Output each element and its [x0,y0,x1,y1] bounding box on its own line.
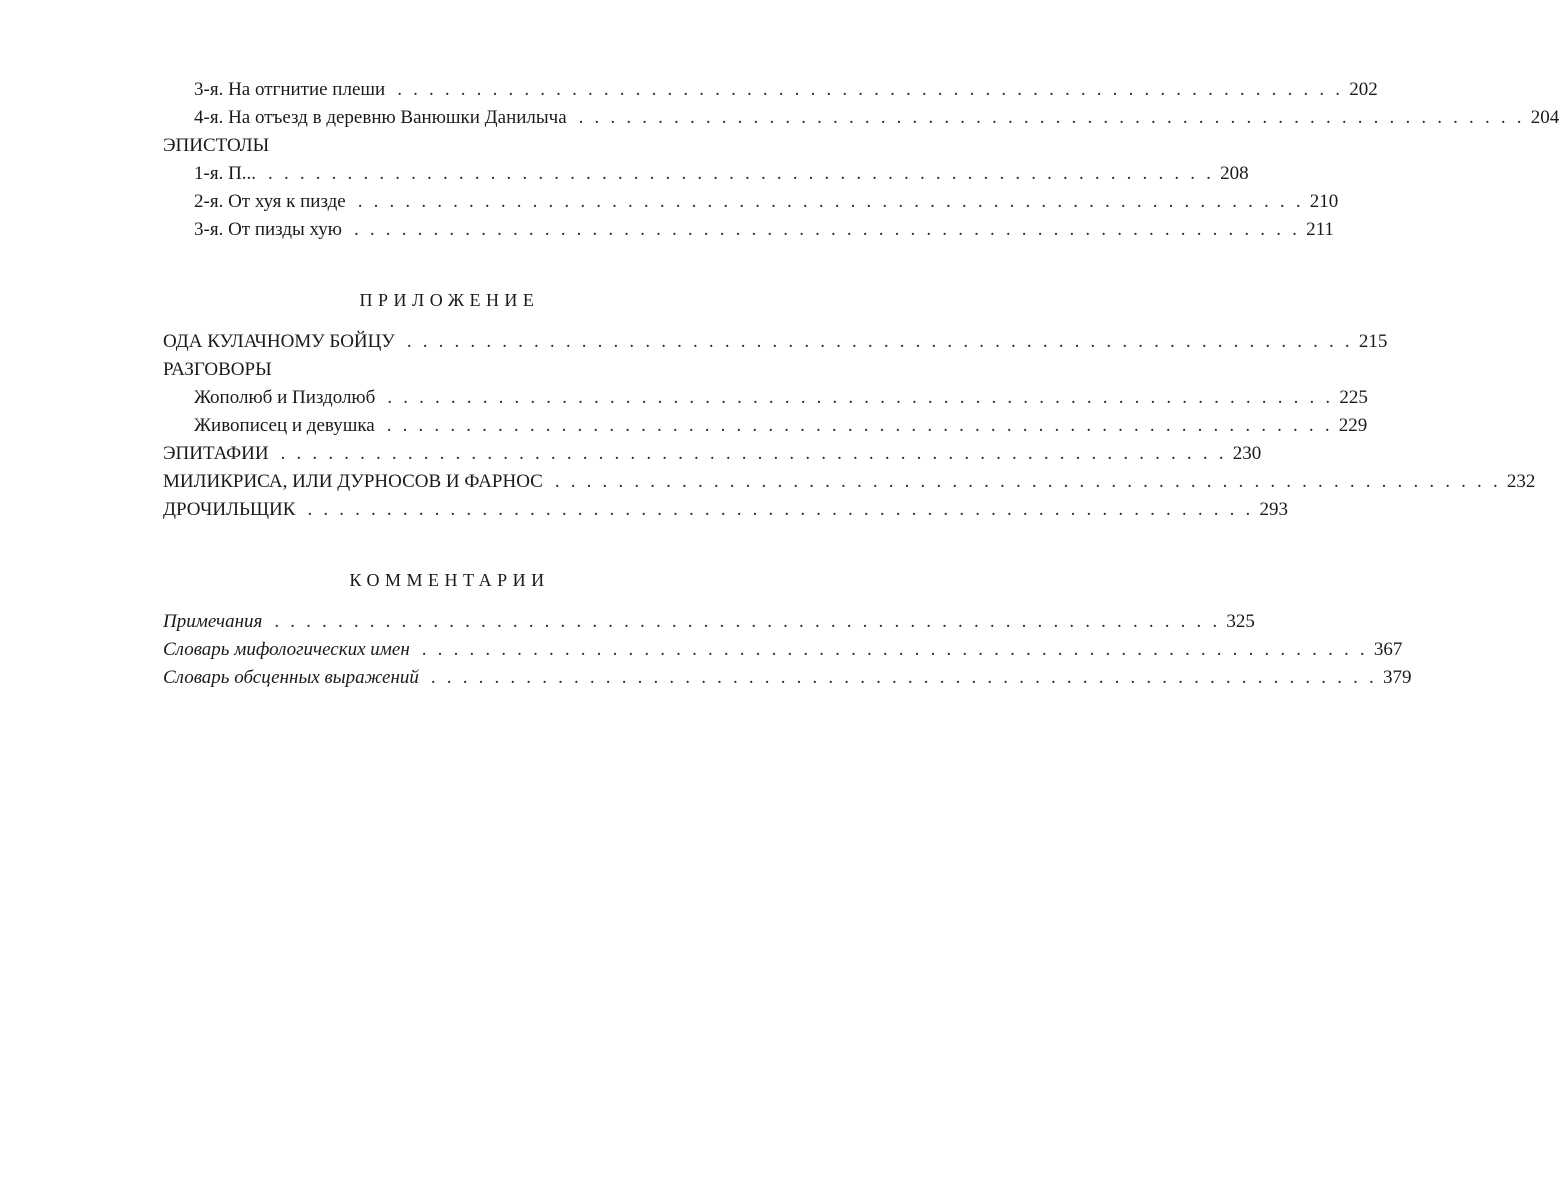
dot-leader: . . . . . . . . . . . . . . . . . . . . . . . . . . . . . . . . . . . . . . . . . . . . . . . . . . . . . . . . . . . . [406,331,1353,352]
dot-leader: . . . . . . . . . . . . . . . . . . . . . . . . . . . . . . . . . . . . . . . . . . . . . . . . . . . . . . . . . . . . [386,415,1333,436]
toc-entry [163,104,1559,132]
page-number: 367 [1373,639,1403,660]
dot-leader: . . . . . . . . . . . . . . . . . . . . . . . . . . . . . . . . . . . . . . . . . . . . . . . . . . . . . . . . . . . . [274,611,1221,632]
dot-leader: . . . . . . . . . . . . . . . . . . . . . . . . . . . . . . . . . . . . . . . . . . . . . . . . . . . . . . . . . . . . [387,387,1334,408]
entry-title: МИЛИКРИСА, ИЛИ ДУРНОСОВ И ФАРНОС [163,471,543,492]
entry-title: Живописец и девушка [194,415,375,436]
spacer [163,594,736,608]
table-of-contents [163,76,1559,692]
toc-entry [163,384,1368,412]
entry-title: 2-я. От хуя к пизде [194,191,346,212]
toc-entry [163,496,1288,524]
toc-entry [163,328,1388,356]
page-number: 204 [1530,107,1559,128]
entry-title: Жополюб и Пиздолюб [194,387,376,408]
dot-leader: . . . . . . . . . . . . . . . . . . . . . . . . . . . . . . . . . . . . . . . . . . . . . . . . . . . . . . . . . . . . [397,79,1344,100]
spacer [163,314,736,328]
dot-leader: . . . . . . . . . . . . . . . . . . . . . . . . . . . . . . . . . . . . . . . . . . . . . . . . . . . . . . . . . . . . [307,499,1254,520]
section-heading-appendix: ПРИЛОЖЕНИЕ [359,290,540,310]
dot-leader: . . . . . . . . . . . . . . . . . . . . . . . . . . . . . . . . . . . . . . . . . . . . . . . . . . . . . . . . . . . . [421,639,1368,660]
page-number: 202 [1349,79,1378,100]
page-number: 293 [1259,499,1288,520]
page-number: 225 [1339,387,1368,408]
spacer [163,244,736,286]
toc-entry [163,440,1262,468]
page-number: 232 [1506,471,1536,492]
entry-title: 4-я. На отъезд в деревню Ванюшки Данилыча [194,107,567,128]
toc-entry [163,216,1334,244]
dot-leader: . . . . . . . . . . . . . . . . . . . . . . . . . . . . . . . . . . . . . . . . . . . . . . . . . . . . . . . . . . . . [354,219,1301,240]
entry-title: ОДА КУЛАЧНОМУ БОЙЦУ [163,331,395,352]
toc-entry [163,664,1412,692]
dot-leader: . . . . . . . . . . . . . . . . . . . . . . . . . . . . . . . . . . . . . . . . . . . . . . . . . . . . . . . . . . . . [430,667,1377,688]
page-number: 210 [1309,191,1339,212]
page-number: 208 [1220,163,1249,184]
toc-entry [163,468,1536,496]
section-heading-commentary: КОММЕНТАРИИ [349,570,550,590]
dot-leader: . . . . . . . . . . . . . . . . . . . . . . . . . . . . . . . . . . . . . . . . . . . . . . . . . . . . . . . . . . . . [357,191,1304,212]
page-number: 215 [1358,331,1388,352]
entry-title: 3-я. От пизды хую [194,219,342,240]
entry-title: Словарь мифологических имен [163,639,410,660]
dot-leader: . . . . . . . . . . . . . . . . . . . . . . . . . . . . . . . . . . . . . . . . . . . . . . . . . . . . . . . . . . . . [554,471,1501,492]
toc-entry [163,76,1378,104]
toc-entry [163,160,1249,188]
entry-title: Словарь обсценных выражений [163,667,419,688]
group-heading-razgovory: РАЗГОВОРЫ [163,359,272,380]
toc-entry [163,188,1339,216]
page-number: 229 [1338,415,1368,436]
toc-entry [163,608,1255,636]
page-number: 211 [1306,219,1334,240]
toc-entry [163,412,1368,440]
group-heading-epistoly: ЭПИСТОЛЫ [163,135,270,156]
entry-title: 3-я. На отгнитие плеши [194,79,386,100]
entry-title: 1-я. П... [194,163,257,184]
dot-leader: . . . . . . . . . . . . . . . . . . . . . . . . . . . . . . . . . . . . . . . . . . . . . . . . . . . . . . . . . . . . [280,443,1227,464]
page-number: 379 [1382,667,1412,688]
entry-title: ЭПИТАФИИ [163,443,269,464]
spacer [163,524,736,566]
page-number: 230 [1232,443,1262,464]
entry-title: ДРОЧИЛЬЩИК [163,499,296,520]
dot-leader: . . . . . . . . . . . . . . . . . . . . . . . . . . . . . . . . . . . . . . . . . . . . . . . . . . . . . . . . . . . . [578,107,1525,128]
toc-entry [163,636,1403,664]
entry-title: Примечания [163,611,263,632]
page-number: 325 [1226,611,1255,632]
dot-leader: . . . . . . . . . . . . . . . . . . . . . . . . . . . . . . . . . . . . . . . . . . . . . . . . . . . . . . . . . . . . [268,163,1215,184]
